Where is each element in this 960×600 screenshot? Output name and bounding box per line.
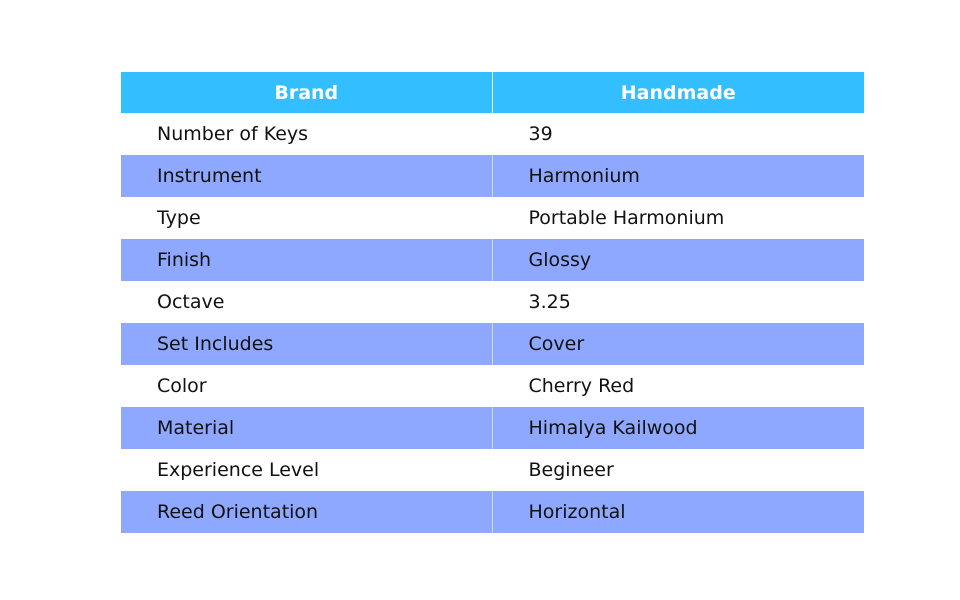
- table-row: [121, 491, 864, 533]
- row-value: Cover: [492, 323, 864, 365]
- header-brand: Brand: [121, 72, 492, 113]
- row-value: Himalya Kailwood: [492, 407, 864, 449]
- row-value: 3.25: [492, 281, 864, 323]
- row-value: Cherry Red: [492, 365, 864, 407]
- header-row: [121, 72, 864, 113]
- row-label: Number of Keys: [121, 113, 492, 155]
- table-row: [121, 323, 864, 365]
- row-label: Material: [121, 407, 492, 449]
- row-label: Finish: [121, 239, 492, 281]
- row-label: Type: [121, 197, 492, 239]
- table-row: [121, 239, 864, 281]
- row-label: Instrument: [121, 155, 492, 197]
- row-value: Begineer: [492, 449, 864, 491]
- table-row: [121, 113, 864, 155]
- row-label: Set Includes: [121, 323, 492, 365]
- row-label: Color: [121, 365, 492, 407]
- table-row: [121, 449, 864, 491]
- row-value: Glossy: [492, 239, 864, 281]
- row-value: 39: [492, 113, 864, 155]
- row-label: Experience Level: [121, 449, 492, 491]
- table-row: [121, 407, 864, 449]
- table-row: [121, 155, 864, 197]
- table-row: [121, 281, 864, 323]
- spec-table: [121, 72, 864, 533]
- row-label: Reed Orientation: [121, 491, 492, 533]
- header-handmade: Handmade: [492, 72, 864, 113]
- row-value: Portable Harmonium: [492, 197, 864, 239]
- table-row: [121, 197, 864, 239]
- row-label: Octave: [121, 281, 492, 323]
- row-value: Horizontal: [492, 491, 864, 533]
- row-value: Harmonium: [492, 155, 864, 197]
- table-row: [121, 365, 864, 407]
